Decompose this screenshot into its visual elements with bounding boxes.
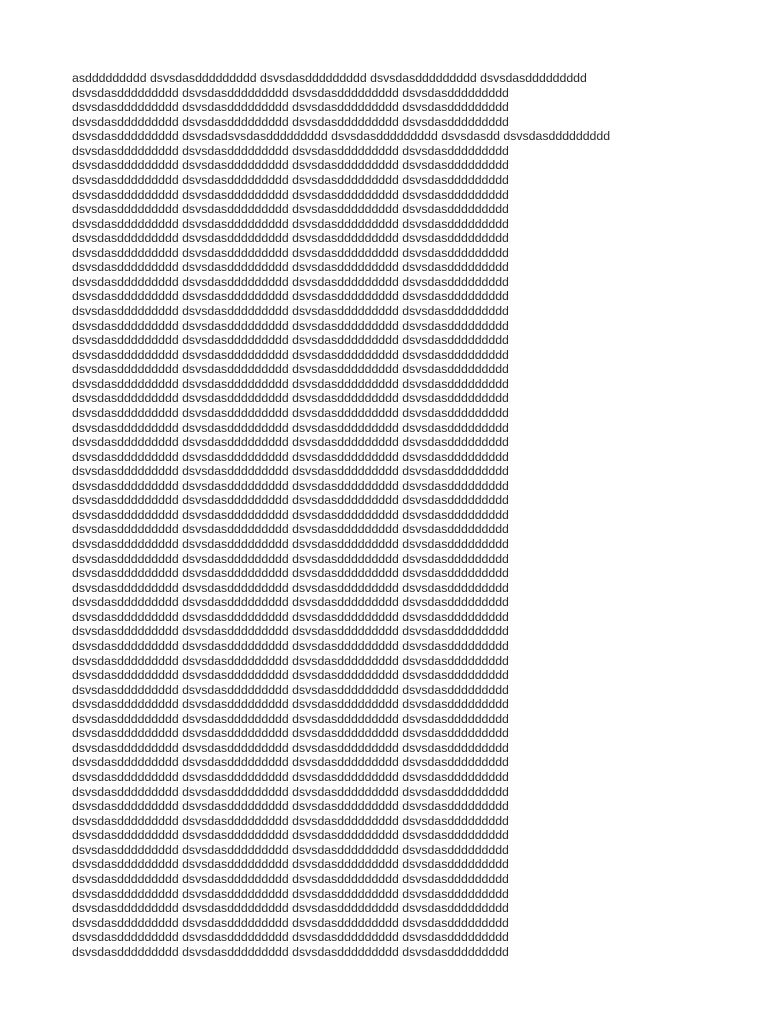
text-line: dsvsdasddddddddd dsvsdasddddddddd dsvsdasddddddddd dsvsdasddddddddd	[72, 624, 509, 639]
text-line: dsvsdasddddddddd dsvsdasddddddddd dsvsdasddddddddd dsvsdasddddddddd	[72, 522, 509, 537]
text-line: dsvsdasddddddddd dsvsdasddddddddd dsvsdasddddddddd dsvsdasddddddddd	[72, 595, 509, 610]
text-line: dsvsdasddddddddd dsvsdasddddddddd dsvsdasddddddddd dsvsdasddddddddd	[72, 231, 509, 246]
text-line: dsvsdasddddddddd dsvsdasddddddddd dsvsdasddddddddd dsvsdasddddddddd	[72, 274, 509, 289]
text-line: dsvsdasddddddddd dsvsdasddddddddd dsvsdasddddddddd dsvsdasddddddddd	[72, 507, 509, 522]
text-line: dsvsdasddddddddd dsvsdasddddddddd dsvsdasddddddddd dsvsdasddddddddd	[72, 857, 509, 872]
text-line: dsvsdasddddddddd dsvsdasddddddddd dsvsdasddddddddd dsvsdasddddddddd	[72, 493, 509, 508]
text-line: dsvsdasddddddddd dsvsdasddddddddd dsvsdasddddddddd dsvsdasddddddddd	[72, 347, 509, 362]
text-line: dsvsdasddddddddd dsvsdasddddddddd dsvsdasddddddddd dsvsdasddddddddd	[72, 726, 509, 741]
text-line: dsvsdasddddddddd dsvsdasddddddddd dsvsdasddddddddd dsvsdasddddddddd	[72, 216, 509, 231]
text-line: dsvsdasddddddddd dsvsdasddddddddd dsvsdasddddddddd dsvsdasddddddddd	[72, 158, 509, 173]
text-line: dsvsdasddddddddd dsvsdasddddddddd dsvsdasddddddddd dsvsdasddddddddd	[72, 740, 509, 755]
text-line: dsvsdasddddddddd dsvsdasddddddddd dsvsdasddddddddd dsvsdasddddddddd	[72, 580, 509, 595]
text-line: dsvsdasddddddddd dsvsdasddddddddd dsvsdasddddddddd dsvsdasddddddddd	[72, 405, 509, 420]
text-line: dsvsdasddddddddd dsvsdasddddddddd dsvsdasddddddddd dsvsdasddddddddd	[72, 260, 509, 275]
text-line: dsvsdasddddddddd dsvsdasddddddddd dsvsdasddddddddd dsvsdasddddddddd	[72, 333, 509, 348]
text-line: dsvsdasddddddddd dsvsdasddddddddd dsvsdasddddddddd dsvsdasddddddddd	[72, 886, 509, 901]
text-line: dsvsdasddddddddd dsvsdasddddddddd dsvsdasddddddddd dsvsdasddddddddd	[72, 187, 509, 202]
text-line: dsvsdasddddddddd dsvsdasddddddddd dsvsdasddddddddd dsvsdasddddddddd	[72, 697, 509, 712]
text-line: dsvsdasddddddddd dsvsdasddddddddd dsvsdasddddddddd dsvsdasddddddddd	[72, 566, 509, 581]
text-line: dsvsdasddddddddd dsvsdasddddddddd dsvsdasddddddddd dsvsdasddddddddd	[72, 770, 509, 784]
text-line: dsvsdasddddddddd dsvsdasddddddddd dsvsdasddddddddd dsvsdasddddddddd	[72, 871, 509, 886]
text-line: dsvsdasddddddddd dsvsdasddddddddd dsvsdasddddddddd dsvsdasddddddddd	[72, 551, 509, 566]
text-line: dsvsdasddddddddd dsvsdasddddddddd dsvsdasddddddddd dsvsdasddddddddd	[72, 449, 509, 464]
text-line: dsvsdasddddddddd dsvsdasddddddddd dsvsdasddddddddd dsvsdasddddddddd	[72, 100, 509, 115]
text-line: dsvsdasddddddddd dsvsdasddddddddd dsvsdasddddddddd dsvsdasddddddddd	[72, 420, 509, 435]
text-line: dsvsdasddddddddd dsvsdasddddddddd dsvsdasddddddddd dsvsdasddddddddd	[72, 755, 509, 770]
text-line: dsvsdasddddddddd dsvsdasddddddddd dsvsdasddddddddd dsvsdasddddddddd	[72, 304, 509, 318]
text-line: dsvsdasddddddddd dsvsdasddddddddd dsvsdasddddddddd dsvsdasddddddddd	[72, 711, 509, 726]
text-line: dsvsdasddddddddd dsvsdasddddddddd dsvsdasddddddddd dsvsdasddddddddd	[72, 362, 509, 377]
text-line: dsvsdasddddddddd dsvsdasddddddddd dsvsdasddddddddd dsvsdasddddddddd	[72, 828, 509, 843]
text-line: dsvsdasddddddddd dsvsdasddddddddd dsvsdasddddddddd dsvsdasddddddddd	[72, 172, 509, 187]
text-line: dsvsdasddddddddd dsvsdasddddddddd dsvsdasddddddddd dsvsdasddddddddd	[72, 143, 509, 158]
text-line: dsvsdasddddddddd dsvsdasddddddddd dsvsdasddddddddd dsvsdasddddddddd	[72, 668, 509, 683]
text-line: dsvsdasddddddddd dsvsdasddddddddd dsvsdasddddddddd dsvsdasddddddddd	[72, 435, 509, 450]
text-line: dsvsdasddddddddd dsvsdasddddddddd dsvsdasddddddddd dsvsdasddddddddd	[72, 901, 509, 916]
text-line: dsvsdasddddddddd dsvsdasddddddddd dsvsdasddddddddd dsvsdasddddddddd	[72, 799, 509, 814]
text-line: dsvsdasddddddddd dsvsdasddddddddd dsvsdasddddddddd dsvsdasddddddddd	[72, 318, 509, 333]
text-line: dsvsdasddddddddd dsvsdasddddddddd dsvsdasddddddddd dsvsdasddddddddd	[72, 289, 509, 304]
text-line: dsvsdasddddddddd dsvsdasddddddddd dsvsdasddddddddd dsvsdasddddddddd	[72, 376, 509, 391]
text-line: dsvsdasddddddddd dsvsdasddddddddd dsvsdasddddddddd dsvsdasddddddddd	[72, 245, 509, 260]
text-line: dsvsdasddddddddd dsvsdasddddddddd dsvsdasddddddddd dsvsdasddddddddd	[72, 464, 509, 479]
text-line: dsvsdasddddddddd dsvsdadsvsdasddddddddd dsvsdasddddddddd dsvsdasdd dsvsdasddddddddd	[72, 129, 611, 144]
text-line: dsvsdasddddddddd dsvsdasddddddddd dsvsdasddddddddd dsvsdasddddddddd	[72, 682, 509, 697]
text-line: dsvsdasddddddddd dsvsdasddddddddd dsvsdasddddddddd dsvsdasddddddddd	[72, 609, 509, 624]
text-line: dsvsdasddddddddd dsvsdasddddddddd dsvsdasddddddddd dsvsdasddddddddd	[72, 638, 509, 653]
document-body-text	[72, 71, 610, 959]
text-line: dsvsdasddddddddd dsvsdasddddddddd dsvsdasddddddddd dsvsdasddddddddd	[72, 653, 509, 668]
text-line: dsvsdasddddddddd dsvsdasddddddddd dsvsdasddddddddd dsvsdasddddddddd	[72, 85, 509, 100]
text-line: dsvsdasddddddddd dsvsdasddddddddd dsvsdasddddddddd dsvsdasddddddddd	[72, 842, 509, 857]
text-line: dsvsdasddddddddd dsvsdasddddddddd dsvsdasddddddddd dsvsdasddddddddd	[72, 784, 509, 799]
text-line: dsvsdasddddddddd dsvsdasddddddddd dsvsdasddddddddd dsvsdasddddddddd	[72, 930, 509, 945]
text-line: dsvsdasddddddddd dsvsdasddddddddd dsvsdasddddddddd dsvsdasddddddddd	[72, 813, 509, 828]
text-line: dsvsdasddddddddd dsvsdasddddddddd dsvsdasddddddddd dsvsdasddddddddd	[72, 391, 509, 406]
text-line: dsvsdasddddddddd dsvsdasddddddddd dsvsdasddddddddd dsvsdasddddddddd	[72, 537, 509, 551]
text-line: dsvsdasddddddddd dsvsdasddddddddd dsvsdasddddddddd dsvsdasddddddddd	[72, 114, 509, 129]
text-line: asddddddddd dsvsdasddddddddd dsvsdasddddddddd dsvsdasddddddddd dsvsdasddddddddd	[72, 71, 587, 85]
text-line: dsvsdasddddddddd dsvsdasddddddddd dsvsdasddddddddd dsvsdasddddddddd	[72, 915, 509, 930]
text-line: dsvsdasddddddddd dsvsdasddddddddd dsvsdasddddddddd dsvsdasddddddddd	[72, 944, 509, 959]
text-line: dsvsdasddddddddd dsvsdasddddddddd dsvsdasddddddddd dsvsdasddddddddd	[72, 478, 509, 493]
text-line: dsvsdasddddddddd dsvsdasddddddddd dsvsdasddddddddd dsvsdasddddddddd	[72, 202, 509, 217]
